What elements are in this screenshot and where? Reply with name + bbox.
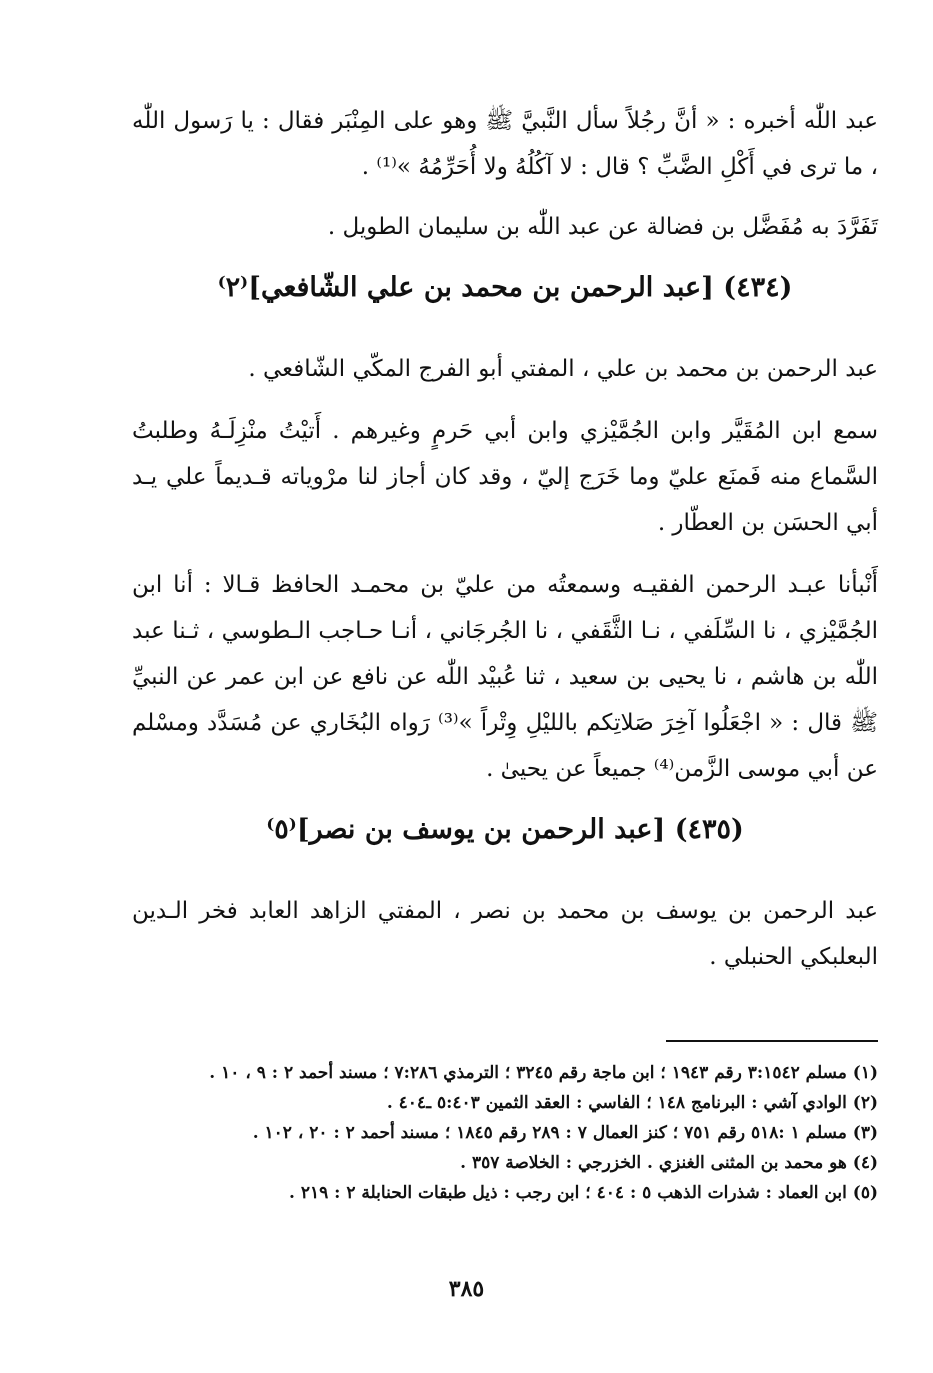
entry-435-heading: (٤٣٥) [عبد الرحمن بن يوسف بن نصر]⁽٥⁾ — [266, 814, 744, 845]
footnote-divider — [666, 1040, 878, 1042]
paragraph-hadith-dabb: عبد اللّٰه أخبره : « أنَّ رجُلاً سأل النَّبيَّ ﷺ وهو على المِنْبَر فقال : يا رَسول اللّٰه ، ما ترى في أَكْلِ الضَّبِّ ؟ قال : لا آكُلُهُ ولا أُحَرِّمُهُ »⁽¹⁾ . — [132, 108, 878, 180]
entry-434-paragraph-1: عبد الرحمن بن محمد بن علي ، المفتي أبو الفرج المكّي الشّافعي . — [248, 356, 878, 382]
entry-434-paragraph-2: سمع ابن المُقَيَّر وابن الجُمَّيْزي وابن أبي حَرمٍ وغيرهم . أَتيْتُ منْزِلَـهُ وطلبتُ السَّماع منه فَمنَع عليّ وما خَرَج إليّ ، وقد كان أجاز لنا مرْوياته قـديماً علي يـد أبي الحسَن بن العطّار . — [132, 418, 878, 536]
paragraph-tafarrud: تَفَرَّدَ به مُفَضَّل بن فضالة عن عبد اللّٰه بن سليمان الطويل . — [327, 214, 878, 240]
entry-434-paragraph-3: أَنْبأنا عبـد الرحمن الفقيـه وسمعتُه من عليّ بن محمـد الحافظ قـالا : أنا ابن الجُمَّيْزي ، نا السِّلَفي ، نـا الثَّقَفي ، نا الجُرجَاني ، أنـا حـاجب الـطوسي ، ثـنا عبد اللّٰه بن هاشم ، نا يحيى بن سعيد ، ثنا عُبيْد اللّٰه عن نافع عن ابن عمر عن النبيِّ ﷺ قال : « اجْعَلُوا آخِرَ صَلاتِكم بالليْلِ وِتْراً »⁽³⁾ رَواه البُخَاري عن مُسَدَّد ومسْلم عن أبي موسى الزَّمن⁽⁴⁾ جميعاً عن يحيىٰ . — [132, 572, 878, 782]
footnote-5: (٥) ابن العماد : شذرات الذهب ٥ : ٤٠٤ ؛ ابن رجب : ذيل طبقات الحنابلة ٢ : ٢١٩ . — [289, 1183, 878, 1203]
entry-435-paragraph-1: عبد الرحمن بن يوسف بن محمد بن نصر ، المفتي الزاهد العابد فخر الـدين البعلبكي الحنبلي . — [132, 898, 878, 970]
entry-434-heading: (٤٣٤) [عبد الرحمن بن محمد بن علي الشّافعي]⁽٢⁾ — [217, 272, 793, 303]
footnote-4: (٤) هو محمد بن المثنى الغنزي . الخزرجي : الخلاصة ٣٥٧ . — [460, 1153, 878, 1173]
footnote-2: (٢) الوادي آشي : البرنامج ١٤٨ ؛ الفاسي : العقد الثمين ٥:٤٠٣ ـ٤٠٤ . — [386, 1093, 878, 1113]
main-text — [132, 98, 878, 996]
footnote-3: (٣) مسلم ١ :٥١٨ رقم ٧٥١ ؛ كنز العمال ٧ : ٢٨٩ رقم ١٨٤٥ ؛ مسند أحمد ٢ : ٢٠ ، ١٠٢ . — [252, 1123, 878, 1143]
footnote-1: (١) مسلم ٣:١٥٤٢ رقم ١٩٤٣ ؛ ابن ماجة رقم ٣٢٤٥ ؛ الترمذي ٧:٢٨٦ ؛ مسند أحمد ٢ : ٩ ، ١٠ . — [209, 1063, 878, 1083]
page-number: ٣٨٥ — [448, 1276, 485, 1302]
footnotes — [190, 1040, 878, 1208]
